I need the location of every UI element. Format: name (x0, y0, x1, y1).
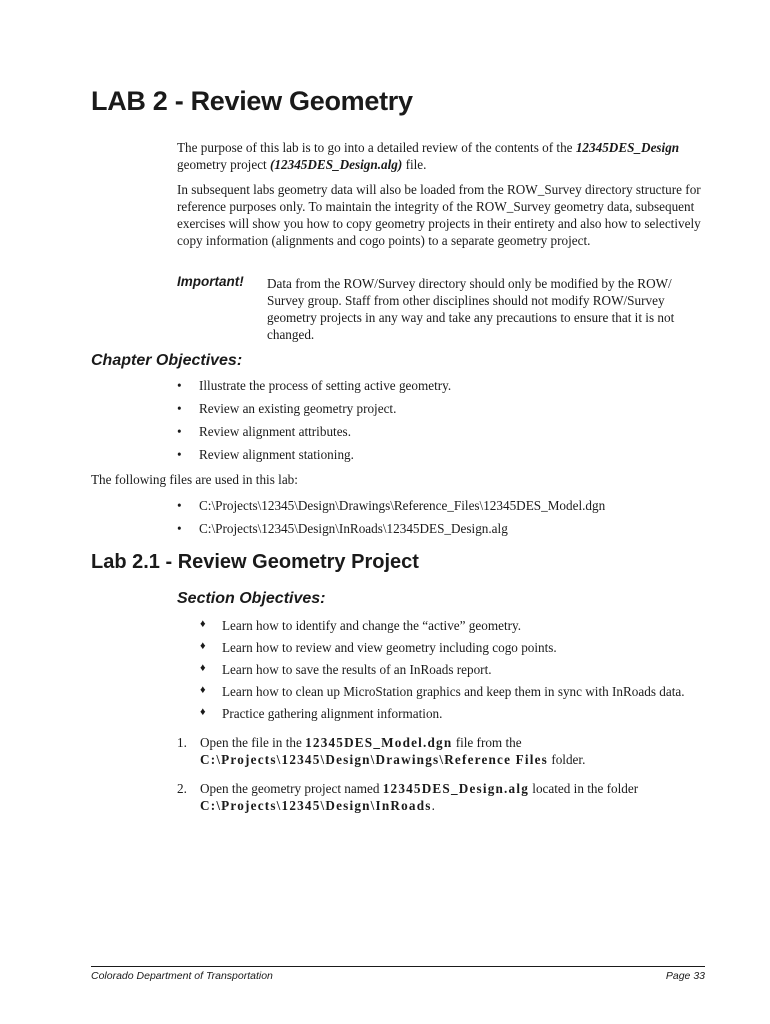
diamond-icon: ♦ (200, 618, 206, 630)
bullet-icon: • (177, 424, 182, 439)
project-file: (12345DES_Design.alg) (270, 157, 403, 172)
diamond-icon: ♦ (200, 662, 206, 674)
important-label: Important! (177, 274, 244, 289)
folder-path: C:\Projects\12345\Design\InRoads (200, 798, 432, 813)
chapter-objectives-heading: Chapter Objectives: (91, 352, 243, 369)
footer-divider (91, 966, 705, 967)
bullet-icon: • (177, 401, 182, 416)
intro-paragraph-1 (177, 139, 707, 173)
diamond-icon: ♦ (200, 706, 206, 718)
intro-text: geometry project (177, 157, 271, 172)
important-text: Data from the ROW/Survey directory should only be modified by the ROW/ Survey group. Staff from other disciplines should not modify ROW/Survey geometry projects in any way and take any precautions to ensure that it is not changed. (267, 276, 675, 342)
diamond-icon: ♦ (200, 640, 206, 652)
file-name: 12345DES_Design.alg (382, 781, 529, 796)
page-title: LAB 2 - Review Geometry (91, 86, 413, 116)
lab-2-1-heading: Lab 2.1 - Review Geometry Project (91, 551, 419, 573)
diamond-icon: ♦ (200, 684, 206, 696)
step-body: Open the geometry project named 12345DES_Design.alg located in the folder C:\Projects\12345\Design\InRoads. (200, 781, 639, 813)
files-intro: The following files are used in this lab: (91, 472, 298, 487)
intro-text: file. (402, 157, 427, 172)
step-number: 2. (177, 781, 187, 796)
footer-organization: Colorado Department of Transportation (91, 970, 273, 982)
step-body: Open the file in the 12345DES_Model.dgn file from the C:\Projects\12345\Design\Drawings\Reference Files folder. (200, 735, 586, 767)
step-number: 1. (177, 735, 187, 750)
section-objectives-heading: Section Objectives: (177, 590, 326, 607)
file-name: 12345DES_Model.dgn (305, 735, 453, 750)
bullet-icon: • (177, 521, 182, 536)
folder-path: C:\Projects\12345\Design\Drawings\Reference Files (200, 752, 549, 767)
project-name: 12345DES_Design (575, 140, 680, 155)
intro-paragraph-2: In subsequent labs geometry data will also be loaded from the ROW_Survey directory structure for reference purposes only. To maintain the integrity of the ROW_Survey geometry data, subsequent exercises will show you how to copy geometry projects in their entirety and also how to selectively copy information (alignments and cogo points) to a separate geometry project. (177, 182, 701, 248)
bullet-icon: • (177, 447, 182, 462)
intro-text: The purpose of this lab is to go into a detailed review of the contents of the (177, 140, 576, 155)
page-number: Page 33 (665, 970, 705, 982)
bullet-icon: • (177, 378, 182, 393)
bullet-icon: • (177, 498, 182, 513)
